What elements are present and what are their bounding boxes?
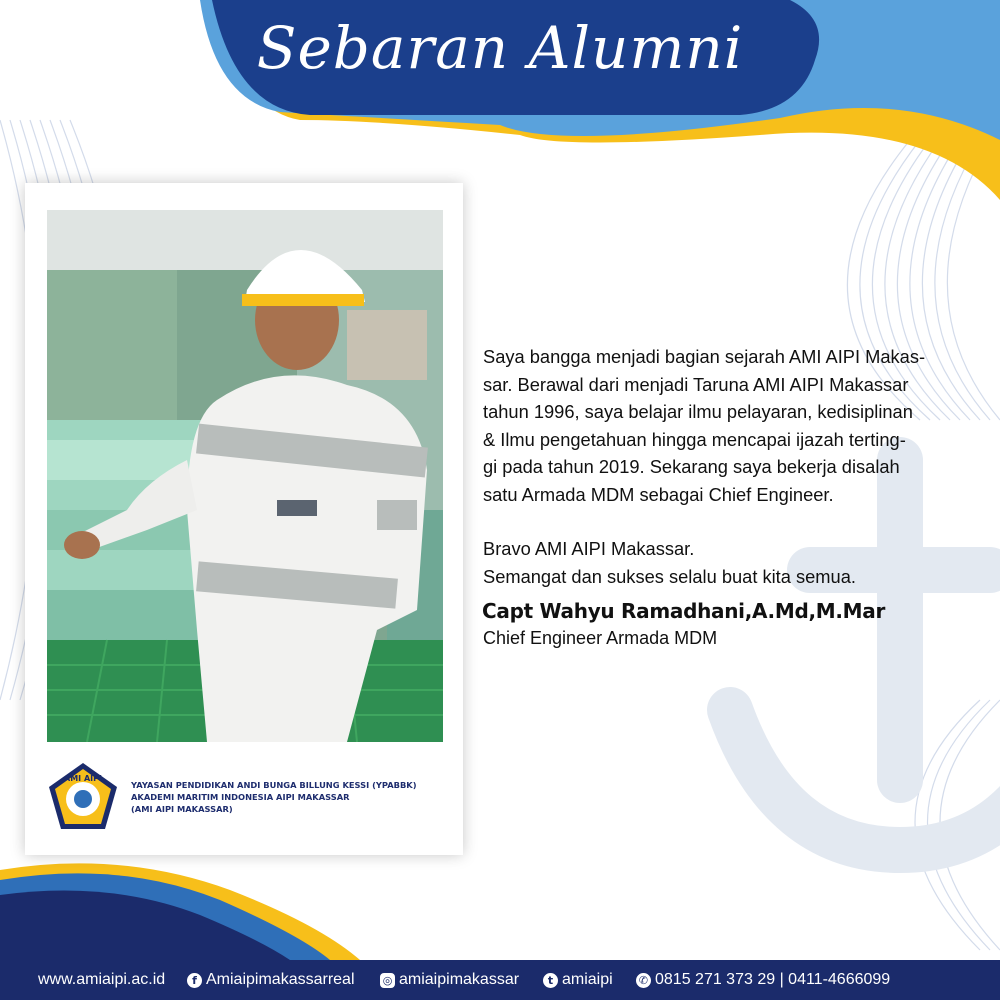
footer-phone[interactable] [636, 971, 890, 989]
alumni-role: Chief Engineer Armada MDM [483, 628, 718, 648]
footer-facebook[interactable] [187, 971, 355, 989]
institution-block [131, 779, 461, 815]
alumni-photo [47, 210, 443, 742]
footer-instagram[interactable] [380, 971, 519, 989]
closing-line: Bravo AMI AIPI Makassar. [483, 538, 695, 559]
testimonial-text [483, 343, 953, 590]
testimonial-line: Saya bangga menjadi bagian sejarah AMI AIPI Makas- [483, 346, 926, 367]
footer-bar [0, 960, 1000, 1000]
whatsapp-icon: ✆ [636, 973, 651, 988]
twitter-icon: t [543, 973, 558, 988]
institution-line: (AMI AIPI MAKASSAR) [131, 804, 233, 814]
institution-line: AKADEMI MARITIM INDONESIA AIPI MAKASSAR [131, 792, 350, 802]
testimonial-line: sar. Berawal dari menjadi Taruna AMI AIPI Makassar [483, 373, 909, 395]
facebook-icon: f [187, 973, 202, 988]
institution-line: YAYASAN PENDIDIKAN ANDI BUNGA BILLUNG KESSI (YPABBK) [131, 780, 417, 790]
instagram-handle[interactable]: amiaipimakassar [399, 971, 520, 988]
testimonial-line: tahun 1996, saya belajar ilmu pelayaran, kedisiplinan [483, 401, 913, 422]
instagram-icon: ◎ [380, 973, 395, 988]
footer-wave [0, 850, 1000, 960]
ami-aipi-logo [47, 761, 119, 833]
twitter-handle[interactable]: amiaipi [562, 971, 613, 988]
alumni-card [25, 183, 463, 855]
footer-website[interactable] [38, 971, 165, 989]
logo-text: AMI AIPI [64, 774, 102, 783]
page-title: Sebaran Alumni [256, 14, 744, 82]
testimonial-line: & Ilmu pengetahuan hingga mencapai ijazah terting- [483, 428, 906, 450]
facebook-handle[interactable]: Amiaipimakassarreal [206, 971, 355, 988]
testimonial-line: satu Armada MDM sebagai Chief Engineer. [483, 483, 834, 505]
closing-line: Semangat dan sukses selalu buat kita semua. [483, 565, 856, 587]
footer-twitter[interactable] [543, 971, 613, 989]
website-link[interactable]: www.amiaipi.ac.id [38, 971, 166, 988]
alumni-name: Capt Wahyu Ramadhani,A.Md,M.Mar [482, 599, 886, 623]
phone-numbers[interactable]: 0815 271 373 29 | 0411-4666099 [655, 971, 891, 988]
testimonial-line: gi pada tahun 2019. Sekarang saya bekerja disalah [483, 456, 900, 477]
